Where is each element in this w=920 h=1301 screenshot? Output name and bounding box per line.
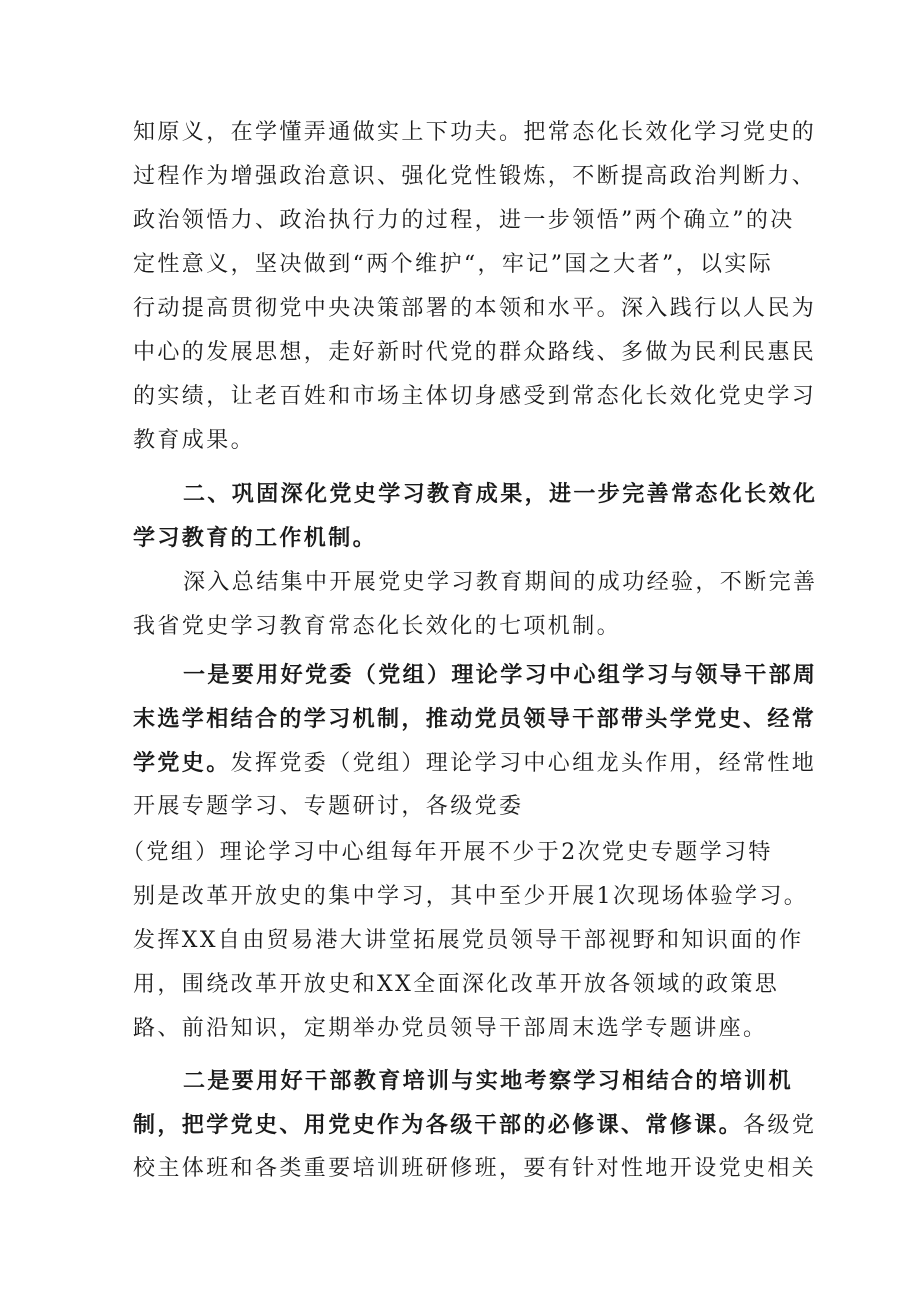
paragraph-text: 发挥党委（党组）理论学习中心组龙头作用，经常性地 (230, 751, 817, 776)
paragraph-line: 我省党史学习教育常态化长效化的七项机制。 (133, 614, 622, 639)
paragraph-line: 发挥XX自由贸易港大讲堂拓展党员领导干部视野和知识面的作 (133, 928, 804, 953)
paragraph-line: 中心的发展思想，走好新时代党的群众路线、多做为民利民惠民 (133, 340, 817, 365)
paragraph-line: 行动提高贯彻党中央决策部署的本领和水平。深入践行以人民为 (133, 296, 817, 321)
paragraph-line: 知原义，在学懂弄通做实上下功夫。把常态化长效化学习党史的 (133, 120, 817, 145)
paragraph-text: 各级党 (743, 1113, 817, 1138)
paragraph-line: 路、前沿知识，定期举办党员领导干部周末选学专题讲座。 (133, 1016, 768, 1041)
bold-lead-line: 二是要用好干部教育培训与实地考察学习相结合的培训机 (183, 1068, 794, 1094)
bold-lead-text: 制，把学党史、用党史作为各级干部的必修课、常修课。 (133, 1112, 744, 1138)
paragraph-line: 深入总结集中开展党史学习教育期间的成功经验，不断完善 (183, 570, 818, 595)
paragraph-line: 用，围绕改革开放史和XX全面深化改革开放各领域的政策思 (133, 972, 780, 997)
mixed-line (133, 748, 816, 779)
paragraph-line: 教育成果。 (133, 428, 256, 453)
paragraph-line: 校主体班和各类重要培训班研修班，要有针对性地开设党史相关 (133, 1156, 817, 1181)
mixed-line (133, 1110, 816, 1141)
paragraph-line: 的实绩，让老百姓和市场主体切身感受到常态化长效化党史学习 (133, 384, 817, 409)
bold-lead-text: 学党史。 (133, 750, 231, 776)
section-heading: 学习教育的工作机制。 (133, 525, 378, 551)
paragraph-line: 过程作为增强政治意识、强化党性锻炼，不断提高政治判断力、 (133, 164, 817, 189)
section-heading: 二、巩固深化党史学习教育成果，进一步完善常态化长效化 (183, 481, 818, 507)
paragraph-line: （党组）理论学习中心组每年开展不少于2次党史专题学习特 (122, 840, 773, 865)
paragraph-line: 定性意义，坚决做到“两个维护“，牢记”国之大者”，以实际 (133, 252, 774, 277)
bold-lead-line: 末选学相结合的学习机制，推动党员领导干部带头学党史、经常 (133, 706, 817, 732)
bold-lead-line: 一是要用好党委（党组）理论学习中心组学习与领导干部周 (183, 662, 818, 688)
paragraph-line: 政治领悟力、政治执行力的过程，进一步领悟”两个确立”的决 (133, 208, 795, 233)
paragraph-line: 开展专题学习、专题研讨，各级党委 (133, 794, 524, 819)
paragraph-line: 别是改革开放史的集中学习，其中至少开展1次现场体验学习。 (133, 884, 809, 909)
